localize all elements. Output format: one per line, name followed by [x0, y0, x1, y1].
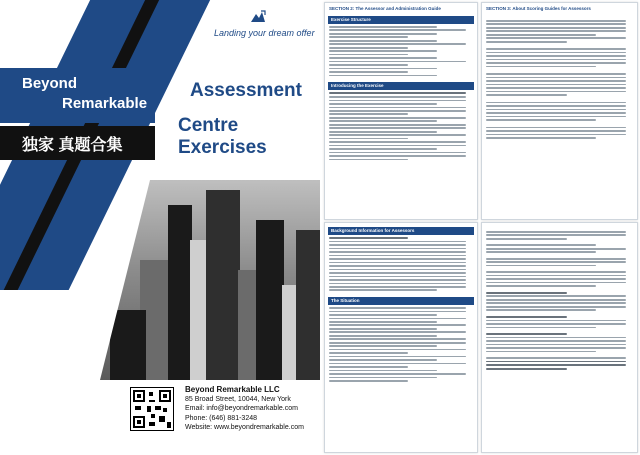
- section-heading-exercise-structure: Exercise Structure: [328, 16, 474, 24]
- doc-page-background-info: [324, 222, 478, 453]
- brand-name-line2: Remarkable: [62, 95, 148, 112]
- body-text-block: [329, 307, 473, 382]
- section-heading-introducing: Introducing the Exercise: [328, 82, 474, 90]
- body-text-block: [486, 20, 633, 139]
- body-text-block: [486, 231, 633, 370]
- brand-name-line1: Beyond: [22, 75, 78, 92]
- cover-title-line2: Centre Exercises: [178, 115, 267, 158]
- company-website: Website: www.beyondremarkable.com: [185, 424, 304, 431]
- cover-footer: [0, 385, 320, 455]
- company-address: 85 Broad Street, 10044, New York: [185, 395, 291, 403]
- doc-page-assessor-guide: [324, 2, 478, 220]
- company-phone: Phone: (646) 881-3248: [185, 414, 257, 422]
- body-text-block: [329, 92, 473, 160]
- chinese-title-banner: [0, 126, 155, 160]
- brand-logo-icon: [250, 10, 266, 24]
- company-email: Email: info@beyondremarkable.com: [185, 405, 298, 412]
- brand-banner: [0, 68, 155, 123]
- company-name: Beyond Remarkable LLC: [185, 385, 280, 394]
- page-header: SECTION 2: The Assessor and Administration Guide: [329, 6, 441, 11]
- cover-title-line1: Assessment: [190, 80, 302, 101]
- body-text-block: [329, 26, 473, 76]
- qr-code-icon: [130, 387, 174, 431]
- company-contact: [185, 385, 304, 433]
- doc-page-instructions: [481, 222, 638, 453]
- section-heading-background: Background Information for Assessors: [328, 227, 474, 235]
- city-skyline-image: [100, 180, 320, 380]
- chinese-title: 独家 真题合集: [22, 137, 123, 154]
- section-heading-situation: The Situation: [328, 297, 474, 305]
- page-header: SECTION 3: About Scoring Guides for Assessors: [486, 6, 591, 11]
- doc-page-scoring-guides: [481, 2, 638, 220]
- tagline: Landing your dream offer: [214, 28, 315, 38]
- body-text-block: [329, 237, 473, 291]
